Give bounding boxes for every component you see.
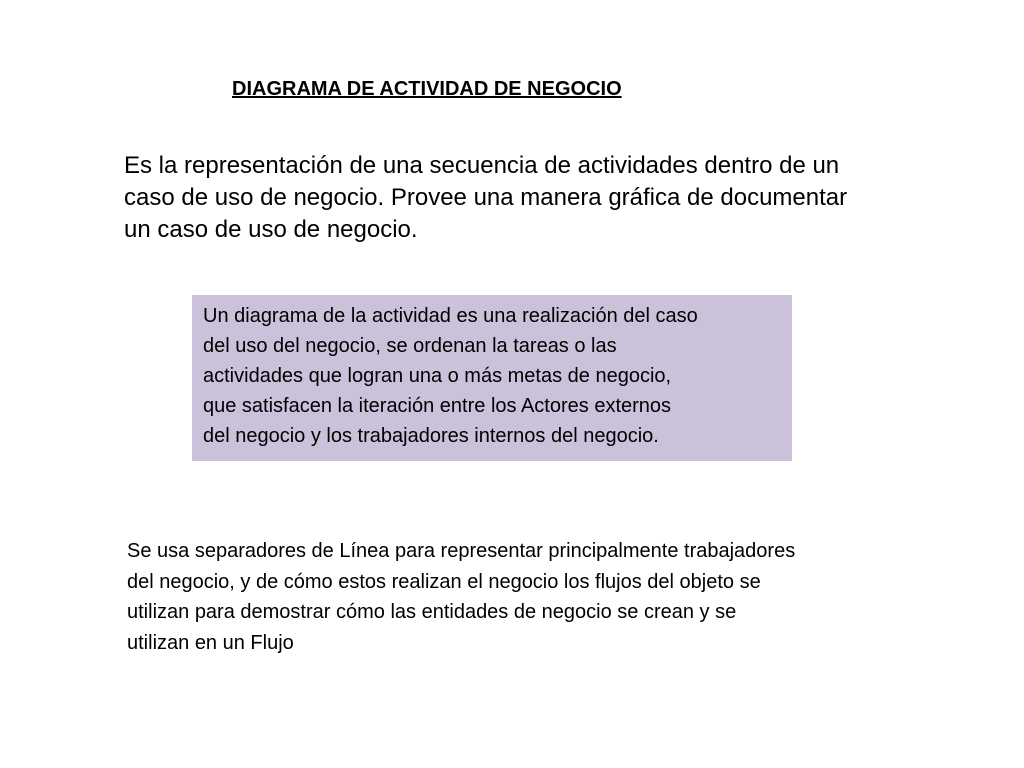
page-title: DIAGRAMA DE ACTIVIDAD DE NEGOCIO	[232, 78, 622, 100]
highlight-line: del uso del negocio, se ordenan la tareas o las	[203, 335, 617, 357]
highlight-line: del negocio y los trabajadores internos del negocio.	[203, 425, 659, 447]
body-line: utilizan para demostrar cómo las entidades de negocio se crean y se	[127, 601, 737, 623]
intro-paragraph	[124, 150, 924, 246]
highlight-line: que satisfacen la iteración entre los Actores externos	[203, 395, 672, 417]
highlight-line: Un diagrama de la actividad es una realización del caso	[203, 305, 698, 327]
intro-line: un caso de uso de negocio.	[124, 216, 418, 243]
body-line: utilizan en un Flujo	[127, 631, 294, 654]
body-line: Se usa separadores de Línea para representar principalmente trabajadores	[127, 540, 796, 562]
body-paragraph	[127, 536, 927, 658]
body-line: del negocio, y de cómo estos realizan el negocio los flujos del objeto se	[127, 570, 761, 593]
highlight-line: actividades que logran una o más metas de negocio,	[203, 365, 672, 387]
intro-line: Es la representación de una secuencia de actividades dentro de un	[124, 152, 840, 179]
highlight-box	[192, 295, 792, 461]
intro-line: caso de uso de negocio. Provee una manera gráfica de documentar	[124, 184, 848, 211]
